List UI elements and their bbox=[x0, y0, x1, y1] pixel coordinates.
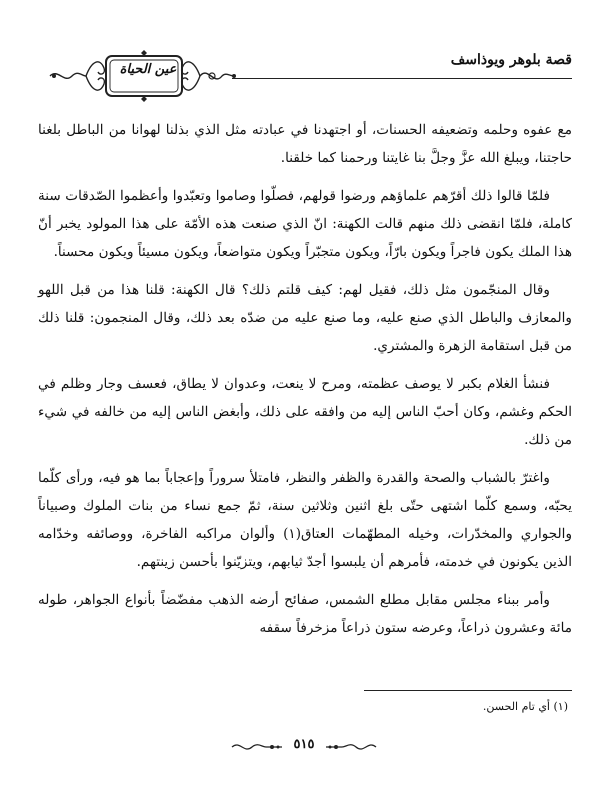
header-rule bbox=[232, 78, 572, 79]
book-logo-title: عين الحياة bbox=[119, 62, 177, 77]
page-number-left-flourish-icon bbox=[230, 740, 284, 754]
paragraph-2: فلمّا قالوا ذلك أقرّهم علماؤهم ورضوا قولهم، فصلّوا وصاموا وتعبّدوا وأعظموا الصّدقات سنة كاملة، فلمّا انقضى ذلك منهم قالت الكهنة: انّ الذي صنعت هذه الأمّة على هذا المولود يخبر أنّ هذا الملك يكون فاجراً ويكون بارّاً، ويكون متجبّراً ويكون متواضعاً، ويكون مسيئاً ويكون محسناً. bbox=[38, 188, 572, 260]
paragraph-1: مع عفوه وحلمه وتضعيفه الحسنات، أو اجتهدنا في عبادته مثل الذي بذلنا لهوانا من الباطل بلغنا حاجتنا، ويبلغ الله عزَّ وجلَّ بنا غايتنا ورحمنا كما خلقنا. bbox=[38, 122, 572, 166]
page-number: ٥١٥ bbox=[293, 737, 315, 752]
body-text bbox=[38, 116, 572, 652]
paragraph-6: وأمر ببناء مجلس مقابل مطلع الشمس، صفائح أرضه الذهب مفضّضاً بأنواع الجواهر، طوله مائة وعشرون ذراعاً، وعرضه ستون ذراعاً مزخرفاً سقفه bbox=[38, 592, 572, 636]
page-number-area bbox=[0, 736, 608, 758]
paragraph-3: وقال المنجّمون مثل ذلك، فقيل لهم: كيف قلتم ذلك؟ قال الكهنة: قلنا هذا من قبل اللهو والمعازف والباطل الذي صنع عليه، وما صنع عليه من ضدّه بعد ذلك، وقال المنجمون: قلنا ذلك من قبل استقامة الزهرة والمشتري. bbox=[38, 282, 572, 354]
footnote-rule bbox=[364, 690, 572, 691]
paragraph-5: واغترّ بالشباب والصحة والقدرة والظفر والنظر، فامتلأ سروراً وإعجاباً بما هو فيه، ورأى كلّما يحبّه، وسمع كلّما اشتهى حتّى بلغ اثنين وثلاثين سنة، ثمّ جمع نساء من بنات الملوك وصبياناً والجواري والمخدّرات، وخيله المطهّمات العتاق(١) وألوان مراكبه الفاخرة، ووصائفه وخدّامه الذين يكونون في خدمته، فأمرهم أن يلبسوا أجدّ ثيابهم، ويتزيّنوا بأحسن زينتهم. bbox=[38, 470, 573, 570]
paragraph-4: فنشأ الغلام بكبر لا يوصف عظمته، ومرح لا ينعت، وعدوان لا يطاق، فعسف وجار وظلم في الحكم وغشم، وكان أحبّ الناس إليه من وافقه على ذلك، وأبغض الناس إليه من خالفه في شيء من ذلك. bbox=[38, 376, 572, 448]
footnote: (١) أي تام الحسن. bbox=[482, 700, 568, 713]
page-number-right-flourish-icon bbox=[324, 740, 378, 754]
running-title: قصة بلوهر ويوذاسف bbox=[450, 52, 572, 68]
